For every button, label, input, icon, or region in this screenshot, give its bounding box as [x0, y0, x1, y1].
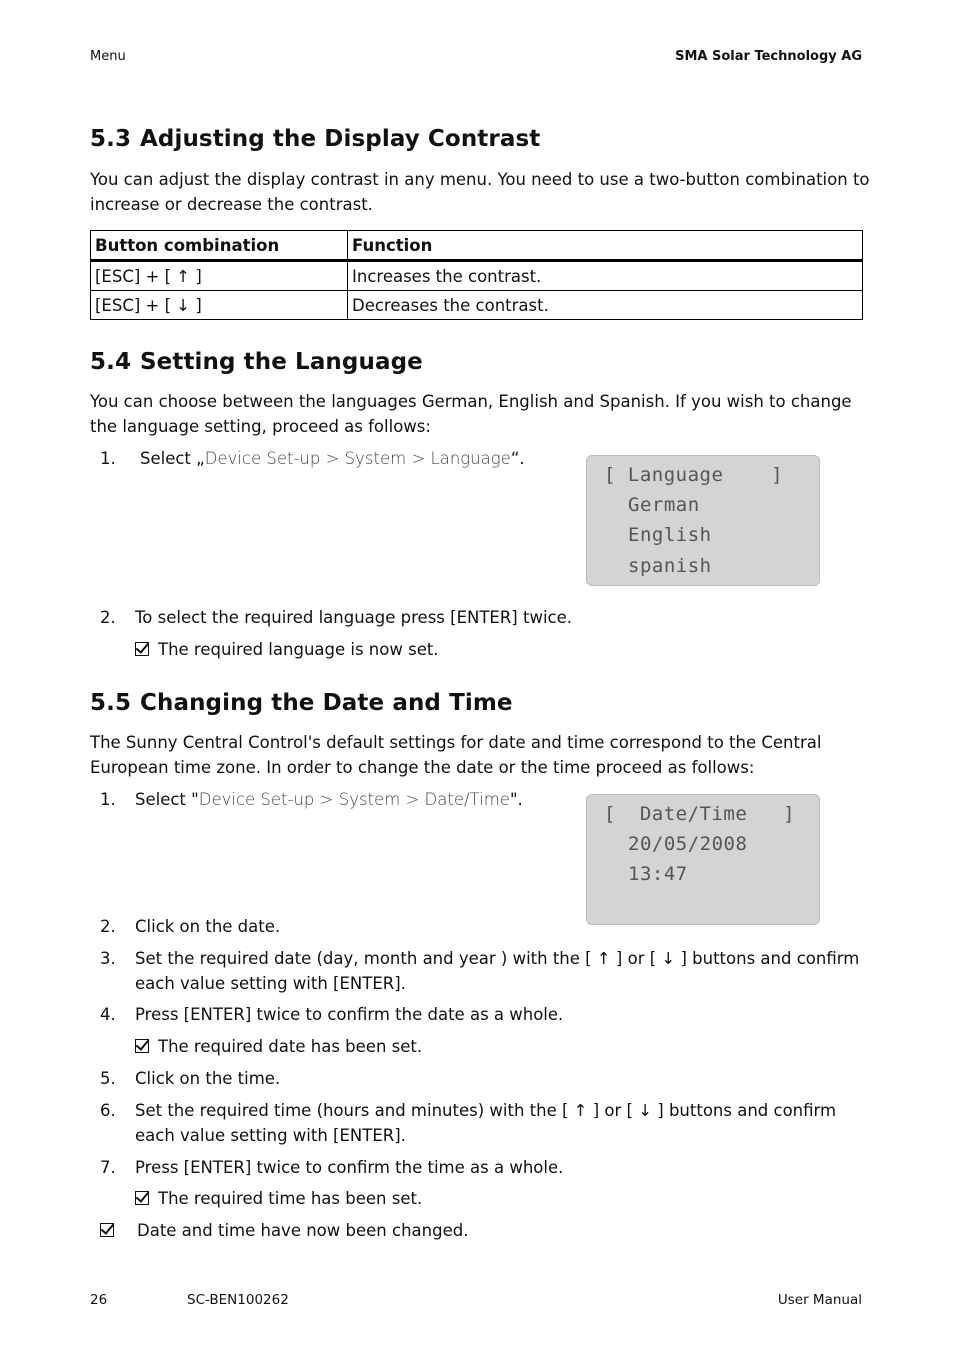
- result-text: The required time has been set.: [158, 1189, 423, 1208]
- heading-setting-language: [90, 349, 423, 375]
- heading-date-time: [90, 690, 513, 716]
- step-number: 4.: [100, 1005, 116, 1024]
- lcd-line: [ Date/Time ]: [604, 803, 796, 825]
- step-number: 5.: [100, 1069, 116, 1088]
- step-text: Click on the date.: [135, 917, 281, 936]
- language-result: [135, 637, 439, 662]
- final-result: [100, 1218, 468, 1243]
- result-text: The required date has been set.: [158, 1037, 423, 1056]
- checkbox-checked-icon: [135, 642, 149, 656]
- footer-document-type: User Manual: [777, 1292, 862, 1308]
- step-number: 1.: [100, 790, 116, 809]
- lcd-line: 13:47: [628, 863, 688, 885]
- table-header-cell: Button combination: [91, 231, 348, 261]
- time-result: [135, 1186, 422, 1211]
- datetime-intro: The Sunny Central Control's default settings for date and time correspond to the Central European time zone. In order to change the date or the time proceed as follows:: [90, 733, 822, 777]
- header-company-name: SMA Solar Technology AG: [675, 49, 862, 64]
- footer-document-id: SC-BEN100262: [187, 1292, 289, 1308]
- table-row: [91, 291, 863, 320]
- table-cell: Increases the contrast.: [348, 261, 863, 291]
- step-prefix: Select ": [135, 790, 199, 809]
- footer-page-number: 26: [90, 1292, 108, 1308]
- header-section-label: Menu: [90, 49, 126, 64]
- step-suffix: “.: [510, 449, 525, 468]
- heading-title: Changing the Date and Time: [140, 690, 513, 716]
- menu-path: Device Set-up > System > Date/Time: [198, 790, 510, 809]
- language-intro: You can choose between the languages German, English and Spanish. If you wish to change the language setting, proceed as follows:: [90, 392, 852, 436]
- lcd-line: [ Language ]: [604, 464, 784, 486]
- step-number: 3.: [100, 949, 116, 968]
- lcd-display-datetime: [586, 794, 820, 925]
- lcd-line: 20/05/2008: [628, 833, 748, 855]
- checkbox-checked-icon: [135, 1191, 149, 1205]
- result-text: Date and time have now been changed.: [137, 1221, 469, 1240]
- step-text: Click on the time.: [135, 1069, 281, 1088]
- lcd-line: English: [628, 524, 712, 546]
- step-text: Set the required time (hours and minutes) with the [ ↑ ] or [ ↓ ] buttons and confirm each value setting with [ENTER].: [135, 1101, 837, 1145]
- heading-number: 5.5: [90, 690, 132, 716]
- step-number: 7.: [100, 1158, 116, 1177]
- contrast-intro: You can adjust the display contrast in any menu. You need to use a two-button combination to increase or decrease the contrast.: [90, 170, 870, 214]
- table-cell: [ESC] + [ ↓ ]: [91, 291, 348, 320]
- step-text: To select the required language press [ENTER] twice.: [135, 608, 573, 627]
- step-text: Press [ENTER] twice to confirm the date as a whole.: [135, 1005, 564, 1024]
- date-result: [135, 1034, 422, 1059]
- step-number: 2.: [100, 917, 116, 936]
- lcd-display-language: [586, 455, 820, 586]
- menu-path: Device Set-up > System > Language: [204, 449, 511, 468]
- step-suffix: ".: [509, 790, 523, 809]
- table-header-row: [91, 231, 863, 261]
- heading-number: 5.3: [90, 126, 132, 152]
- heading-display-contrast: [90, 126, 540, 152]
- table-header-cell: Function: [348, 231, 863, 261]
- heading-title: Setting the Language: [140, 349, 423, 375]
- table-row: [91, 261, 863, 291]
- result-text: The required language is now set.: [158, 640, 439, 659]
- table-cell: Decreases the contrast.: [348, 291, 863, 320]
- table-cell: [ESC] + [ ↑ ]: [91, 261, 348, 291]
- contrast-table: [90, 230, 863, 320]
- step-number: 6.: [100, 1101, 116, 1120]
- lcd-line: spanish: [628, 555, 712, 577]
- step-text: Set the required date (day, month and year ) with the [ ↑ ] or [ ↓ ] buttons and confirm each value setting with [ENTER].: [135, 949, 860, 993]
- checkbox-checked-icon: [100, 1223, 114, 1237]
- heading-title: Adjusting the Display Contrast: [140, 126, 541, 152]
- heading-number: 5.4: [90, 349, 132, 375]
- step-text: Press [ENTER] twice to confirm the time as a whole.: [135, 1158, 564, 1177]
- step-number: 2.: [100, 608, 116, 627]
- checkbox-checked-icon: [135, 1039, 149, 1053]
- step-number: 1.: [100, 449, 116, 468]
- step-prefix: Select „: [140, 449, 205, 468]
- lcd-line: German: [628, 494, 700, 516]
